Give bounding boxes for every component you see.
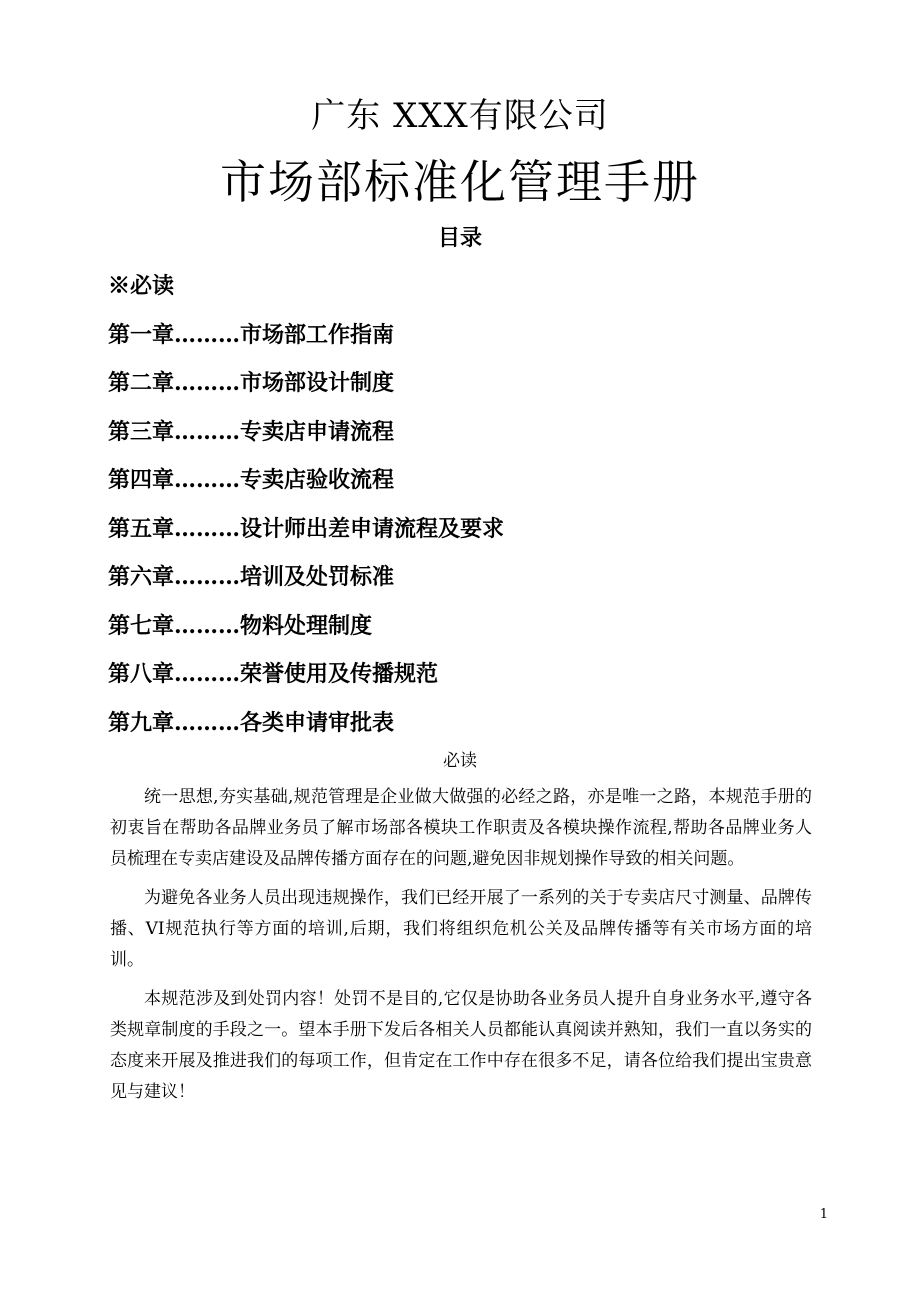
company-name: 广东 XXX有限公司 bbox=[311, 96, 609, 136]
toc-item-chapter-6: 第六章………培训及处罚标准 bbox=[108, 564, 395, 590]
table-of-contents bbox=[108, 266, 504, 751]
toc-heading: 目录 bbox=[437, 225, 482, 251]
paragraph: 为避免各业务人员出现违规操作，我们已经开展了一系列的关于专卖店尺寸测量、品牌传播、VI规范执行等方面的培训,后期，我们将组织危机公关及品牌传播等有关市场方面的培训。 bbox=[110, 888, 812, 970]
document-title: 市场部标准化管理手册 bbox=[220, 155, 700, 209]
toc-item-chapter-9: 第九章………各类申请审批表 bbox=[108, 709, 395, 736]
paragraph: 统一思想,夯实基础,规范管理是企业做大做强的必经之路，亦是唯一之路，本规范手册的初衷旨在帮助各品牌业务员了解市场部各模块工作职责及各模块操作流程,帮助各品牌业务人员梳理在专卖店建设及品牌传播方面存在的问题,避免因非规划操作导致的相关问题。 bbox=[110, 787, 812, 869]
toc-item-chapter-8: 第八章………荣誉使用及传播规范 bbox=[108, 661, 439, 687]
toc-item-chapter-4: 第四章………专卖店验收流程 bbox=[108, 467, 395, 493]
paragraph: 本规范涉及到处罚内容！处罚不是目的,它仅是协助各业务员人提升自身业务水平,遵守各类规章制度的手段之一。望本手册下发后各相关人员都能认真阅读并熟知，我们一直以务实的态度来开展及推进我们的每项工作，但肯定在工作中存在很多不足，请各位给我们提出宝贵意见与建议！ bbox=[110, 989, 812, 1102]
must-read-body bbox=[110, 782, 812, 1116]
page-number: 1 bbox=[819, 1207, 828, 1222]
toc-item-chapter-3: 第三章………专卖店申请流程 bbox=[108, 418, 395, 445]
toc-item-chapter-5: 第五章………设计师出差申请流程及要求 bbox=[108, 515, 505, 542]
toc-item-chapter-1: 第一章………市场部工作指南 bbox=[108, 321, 395, 348]
section-heading-must-read: 必读 bbox=[443, 751, 477, 771]
toc-item-chapter-2: 第二章………市场部设计制度 bbox=[108, 370, 395, 396]
toc-item-chapter-7: 第七章………物料处理制度 bbox=[108, 612, 373, 639]
toc-item-must-read: ※必读 bbox=[108, 273, 175, 299]
